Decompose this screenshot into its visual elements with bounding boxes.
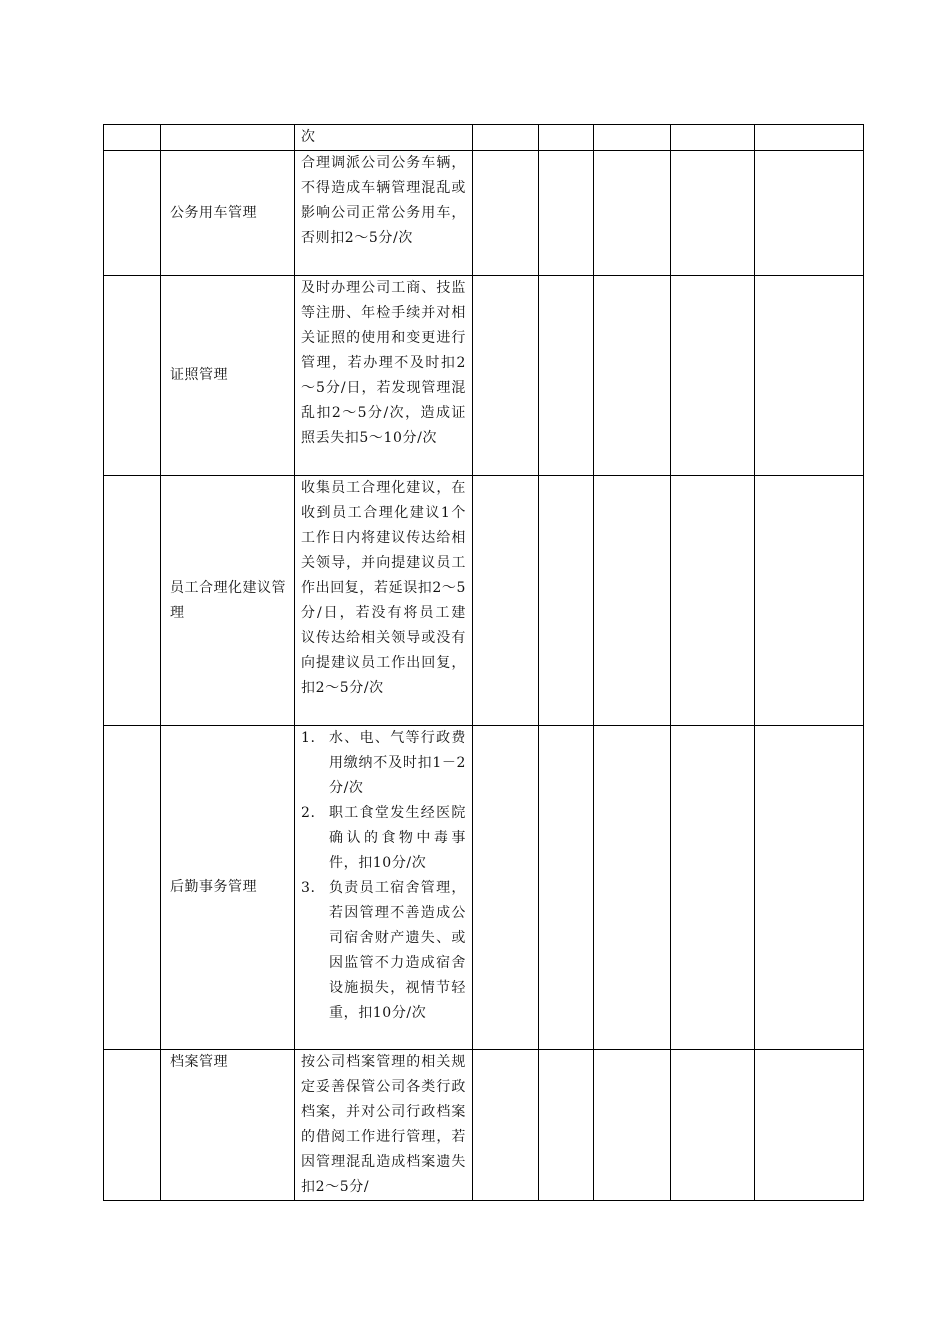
blank-cell	[539, 151, 594, 276]
table-row	[104, 1050, 864, 1201]
blank-cell	[755, 276, 864, 476]
list-number: 2.	[301, 805, 316, 821]
index-cell	[104, 276, 161, 476]
index-cell	[104, 726, 161, 1050]
blank-cell	[755, 476, 864, 726]
criteria-cell	[295, 726, 473, 1050]
list-item	[301, 726, 466, 801]
list-item	[301, 801, 466, 876]
criteria-cell: 按公司档案管理的相关规定妥善保管公司各类行政档案，并对公司行政档案的借阅工作进行管理，若因管理混乱造成档案遗失扣2～5分/	[295, 1050, 473, 1201]
list-text: 水、电、气等行政费用缴纳不及时扣1－2分/次	[329, 730, 466, 796]
criteria-list	[301, 726, 466, 1026]
blank-cell	[755, 1050, 864, 1201]
index-cell	[104, 1050, 161, 1201]
blank-cell	[671, 1050, 755, 1201]
blank-cell	[594, 476, 671, 726]
index-cell	[104, 125, 161, 151]
index-cell	[104, 476, 161, 726]
item-cell: 员工合理化建议管理	[161, 476, 295, 726]
blank-cell	[539, 476, 594, 726]
blank-cell	[594, 276, 671, 476]
blank-cell	[755, 151, 864, 276]
blank-cell	[671, 125, 755, 151]
blank-cell	[539, 276, 594, 476]
blank-cell	[473, 476, 539, 726]
list-text: 负责员工宿舍管理，若因管理不善造成公司宿舍财产遗失、或因监管不力造成宿舍设施损失，视情节轻重，扣10分/次	[329, 880, 466, 1021]
list-text: 职工食堂发生经医院确认的食物中毒事件，扣10分/次	[329, 805, 466, 871]
list-number: 1.	[301, 730, 316, 746]
criteria-cell: 次	[295, 125, 473, 151]
list-item	[301, 876, 466, 1026]
blank-cell	[473, 151, 539, 276]
blank-cell	[473, 125, 539, 151]
blank-cell	[594, 151, 671, 276]
item-cell: 证照管理	[161, 276, 295, 476]
item-cell: 后勤事务管理	[161, 726, 295, 1050]
blank-cell	[473, 276, 539, 476]
blank-cell	[755, 125, 864, 151]
assessment-table	[103, 124, 864, 1201]
item-cell	[161, 125, 295, 151]
blank-cell	[539, 726, 594, 1050]
table-row	[104, 151, 864, 276]
blank-cell	[539, 125, 594, 151]
blank-cell	[473, 726, 539, 1050]
blank-cell	[755, 726, 864, 1050]
table-row	[104, 276, 864, 476]
blank-cell	[594, 1050, 671, 1201]
blank-cell	[671, 151, 755, 276]
blank-cell	[539, 1050, 594, 1201]
item-cell: 档案管理	[161, 1050, 295, 1201]
list-number: 3.	[301, 880, 316, 896]
blank-cell	[671, 726, 755, 1050]
blank-cell	[594, 125, 671, 151]
index-cell	[104, 151, 161, 276]
blank-cell	[594, 726, 671, 1050]
blank-cell	[671, 276, 755, 476]
criteria-cell: 收集员工合理化建议，在收到员工合理化建议1个工作日内将建议传达给相关领导，并向提建议员工作出回复，若延误扣2～5分/日，若没有将员工建议传达给相关领导或没有向提建议员工作出回复，扣2～5分/次	[295, 476, 473, 726]
item-cell: 公务用车管理	[161, 151, 295, 276]
table-row	[104, 476, 864, 726]
table-row	[104, 726, 864, 1050]
table-row	[104, 125, 864, 151]
criteria-cell: 及时办理公司工商、技监等注册、年检手续并对相关证照的使用和变更进行管理，若办理不及时扣2～5分/日，若发现管理混乱扣2～5分/次，造成证照丢失扣5～10分/次	[295, 276, 473, 476]
criteria-cell: 合理调派公司公务车辆，不得造成车辆管理混乱或影响公司正常公务用车，否则扣2～5分/次	[295, 151, 473, 276]
blank-cell	[473, 1050, 539, 1201]
blank-cell	[671, 476, 755, 726]
